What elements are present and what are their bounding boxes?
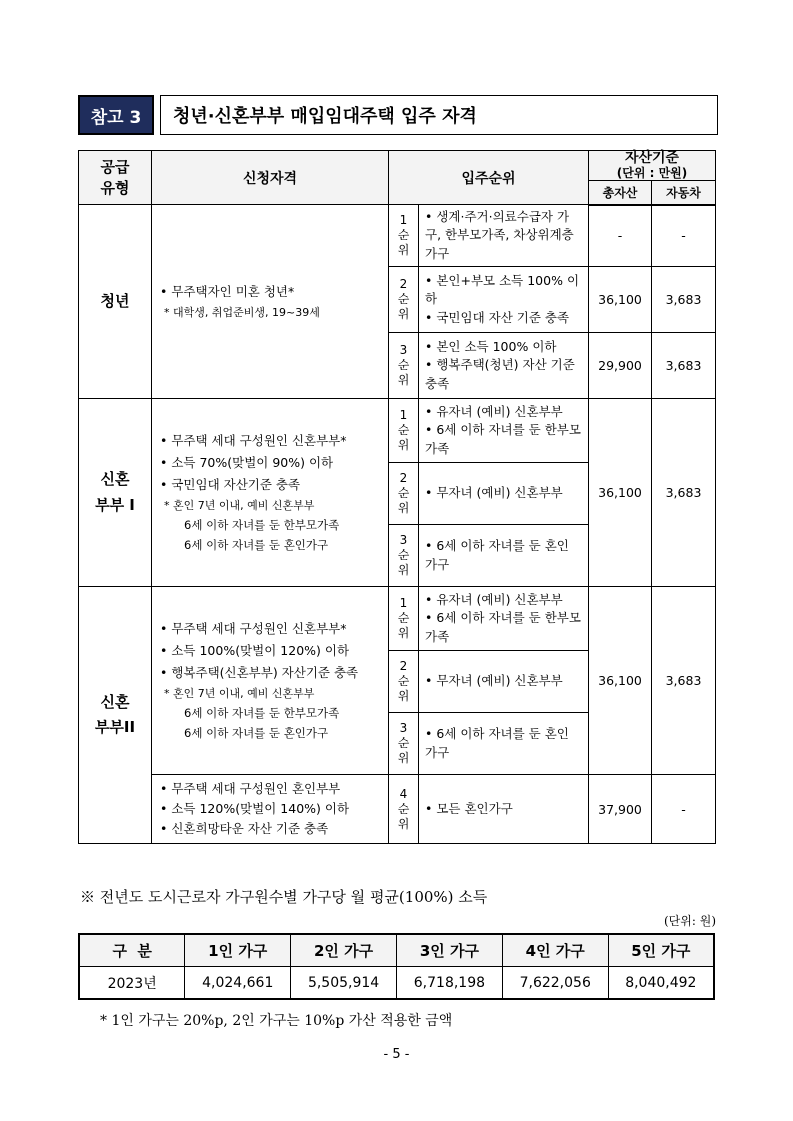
newlywed-1-qualification <box>152 399 389 587</box>
car-value: 3,683 <box>652 333 716 399</box>
cond-item: • 모든 혼인가구 <box>425 800 582 818</box>
asset-value: 37,900 <box>589 775 652 844</box>
income-header: 5인 가구 <box>608 934 714 967</box>
qual-note: 6세 이하 자녀를 둔 한부모가족 <box>184 705 340 720</box>
section-title: 청년·신혼부부 매입임대주택 입주 자격 <box>160 95 718 135</box>
cond-item: • 무자녀 (예비) 신혼부부 <box>425 672 582 690</box>
car-value: - <box>652 205 716 267</box>
asset-value: - <box>589 205 652 267</box>
qual-note: * 혼인 7년 이내, 예비 신혼부부 <box>164 498 315 512</box>
income-unit: (단위: 원) <box>664 914 716 928</box>
rank-cell: 3 순 위 <box>389 525 419 587</box>
type-youth: 청년 <box>79 205 152 399</box>
rank-cell: 2 순 위 <box>389 463 419 525</box>
income-footnote: * 1인 가구는 20%p, 2인 가구는 10%p 가산 적용한 금액 <box>100 1013 453 1029</box>
income-header: 4인 가구 <box>502 934 608 967</box>
cond-item: • 생계·주거·의료수급자 가구, 한부모가족, 차상위계층 가구 <box>425 208 582 262</box>
cond-item: • 유자녀 (예비) 신혼부부 <box>425 403 582 421</box>
header-asset <box>589 151 716 181</box>
header-qualification: 신청자격 <box>152 151 389 205</box>
header-car: 자동차 <box>652 181 716 205</box>
rank-condition <box>419 463 589 525</box>
qual-note: 6세 이하 자녀를 둔 한부모가족 <box>184 517 340 532</box>
cond-item: • 6세 이하 자녀를 둔 혼인 가구 <box>425 537 582 573</box>
car-value: - <box>652 775 716 844</box>
eligibility-table <box>78 150 716 844</box>
header-rank: 입주순위 <box>389 151 589 205</box>
income-cell: 5,505,914 <box>291 967 397 1000</box>
cond-item: • 6세 이하 자녀를 둔 혼인 가구 <box>425 725 582 761</box>
qual-item: • 소득 100%(맞벌이 120%) 이하 <box>160 640 380 662</box>
cond-item: • 6세 이하 자녀를 둔 한부모가족 <box>425 421 582 457</box>
rank-condition <box>419 267 589 333</box>
cond-item: • 본인+부모 소득 100% 이하 <box>425 272 582 308</box>
cond-item: • 유자녀 (예비) 신혼부부 <box>425 591 582 609</box>
rank-cell: 2 순 위 <box>389 267 419 333</box>
qual-item: • 행복주택(신혼부부) 자산기준 충족 <box>160 662 380 684</box>
header-total-asset: 총자산 <box>589 181 652 205</box>
qual-item: • 소득 70%(맞벌이 90%) 이하 <box>160 452 380 474</box>
income-cell: 4,024,661 <box>185 967 291 1000</box>
rank-condition <box>419 399 589 463</box>
car-value: 3,683 <box>652 267 716 333</box>
cond-item: • 국민임대 자산 기준 충족 <box>425 309 582 327</box>
page-number: - 5 - <box>383 1047 410 1062</box>
qual-item: • 무주택자인 미혼 청년* <box>160 281 380 303</box>
rank-condition <box>419 713 589 775</box>
qual-note: 6세 이하 자녀를 둔 혼인가구 <box>184 537 329 552</box>
income-cell: 7,622,056 <box>502 967 608 1000</box>
income-header: 구 분 <box>79 934 185 967</box>
qual-item: • 무주택 세대 구성원인 신혼부부* <box>160 618 380 640</box>
section-header <box>78 95 718 135</box>
asset-value: 29,900 <box>589 333 652 399</box>
rank-cell: 1 순 위 <box>389 587 419 651</box>
rank-cell: 1 순 위 <box>389 399 419 463</box>
qual-item: • 무주택 세대 구성원인 신혼부부* <box>160 430 380 452</box>
type-newlywed-2: 신혼 부부II <box>79 587 152 844</box>
cond-item: • 무자녀 (예비) 신혼부부 <box>425 484 582 502</box>
qual-item: • 신혼희망타운 자산 기준 충족 <box>160 819 380 839</box>
qual-item: • 국민임대 자산기준 충족 <box>160 474 380 496</box>
rank-cell: 4 순 위 <box>389 775 419 844</box>
newlywed-2-qualification <box>152 587 389 775</box>
type-newlywed-1: 신혼 부부 I <box>79 399 152 587</box>
section-tag: 참고 3 <box>78 95 154 135</box>
header-asset-unit: (단위 : 만원) <box>616 165 688 180</box>
car-value: 3,683 <box>652 399 716 587</box>
header-asset-label: 자산기준 <box>624 150 680 167</box>
car-value: 3,683 <box>652 587 716 775</box>
cond-item: • 6세 이하 자녀를 둔 한부모가족 <box>425 609 582 645</box>
rank-cell: 1 순 위 <box>389 205 419 267</box>
rank-cell: 3 순 위 <box>389 713 419 775</box>
qual-item: • 소득 120%(맞벌이 140%) 이하 <box>160 799 380 819</box>
qual-note: 6세 이하 자녀를 둔 혼인가구 <box>184 725 329 740</box>
income-cell: 6,718,198 <box>396 967 502 1000</box>
income-cell: 8,040,492 <box>608 967 714 1000</box>
rank-cell: 2 순 위 <box>389 651 419 713</box>
cond-item: • 행복주택(청년) 자산 기준 충족 <box>425 356 582 392</box>
income-header: 1인 가구 <box>185 934 291 967</box>
qual-note: * 대학생, 취업준비생, 19~39세 <box>164 305 320 319</box>
income-table <box>78 933 715 1000</box>
rank-cell: 3 순 위 <box>389 333 419 399</box>
rank-condition <box>419 651 589 713</box>
asset-value: 36,100 <box>589 399 652 587</box>
rank-condition <box>419 775 589 844</box>
header-type: 공급 유형 <box>79 151 152 205</box>
rank-condition <box>419 587 589 651</box>
rank-condition <box>419 333 589 399</box>
newlywed-2-extra-qualification <box>152 775 389 844</box>
rank-condition <box>419 205 589 267</box>
income-header: 3인 가구 <box>396 934 502 967</box>
income-header: 2인 가구 <box>291 934 397 967</box>
qual-item: • 무주택 세대 구성원인 혼인부부 <box>160 779 380 799</box>
youth-qualification <box>152 205 389 399</box>
rank-condition <box>419 525 589 587</box>
income-cell: 2023년 <box>79 967 185 1000</box>
income-title: ※ 전년도 도시근로자 가구원수별 가구당 월 평균(100%) 소득 <box>80 888 488 906</box>
asset-value: 36,100 <box>589 587 652 775</box>
cond-item: • 본인 소득 100% 이하 <box>425 338 582 356</box>
asset-value: 36,100 <box>589 267 652 333</box>
qual-note: * 혼인 7년 이내, 예비 신혼부부 <box>164 686 315 700</box>
